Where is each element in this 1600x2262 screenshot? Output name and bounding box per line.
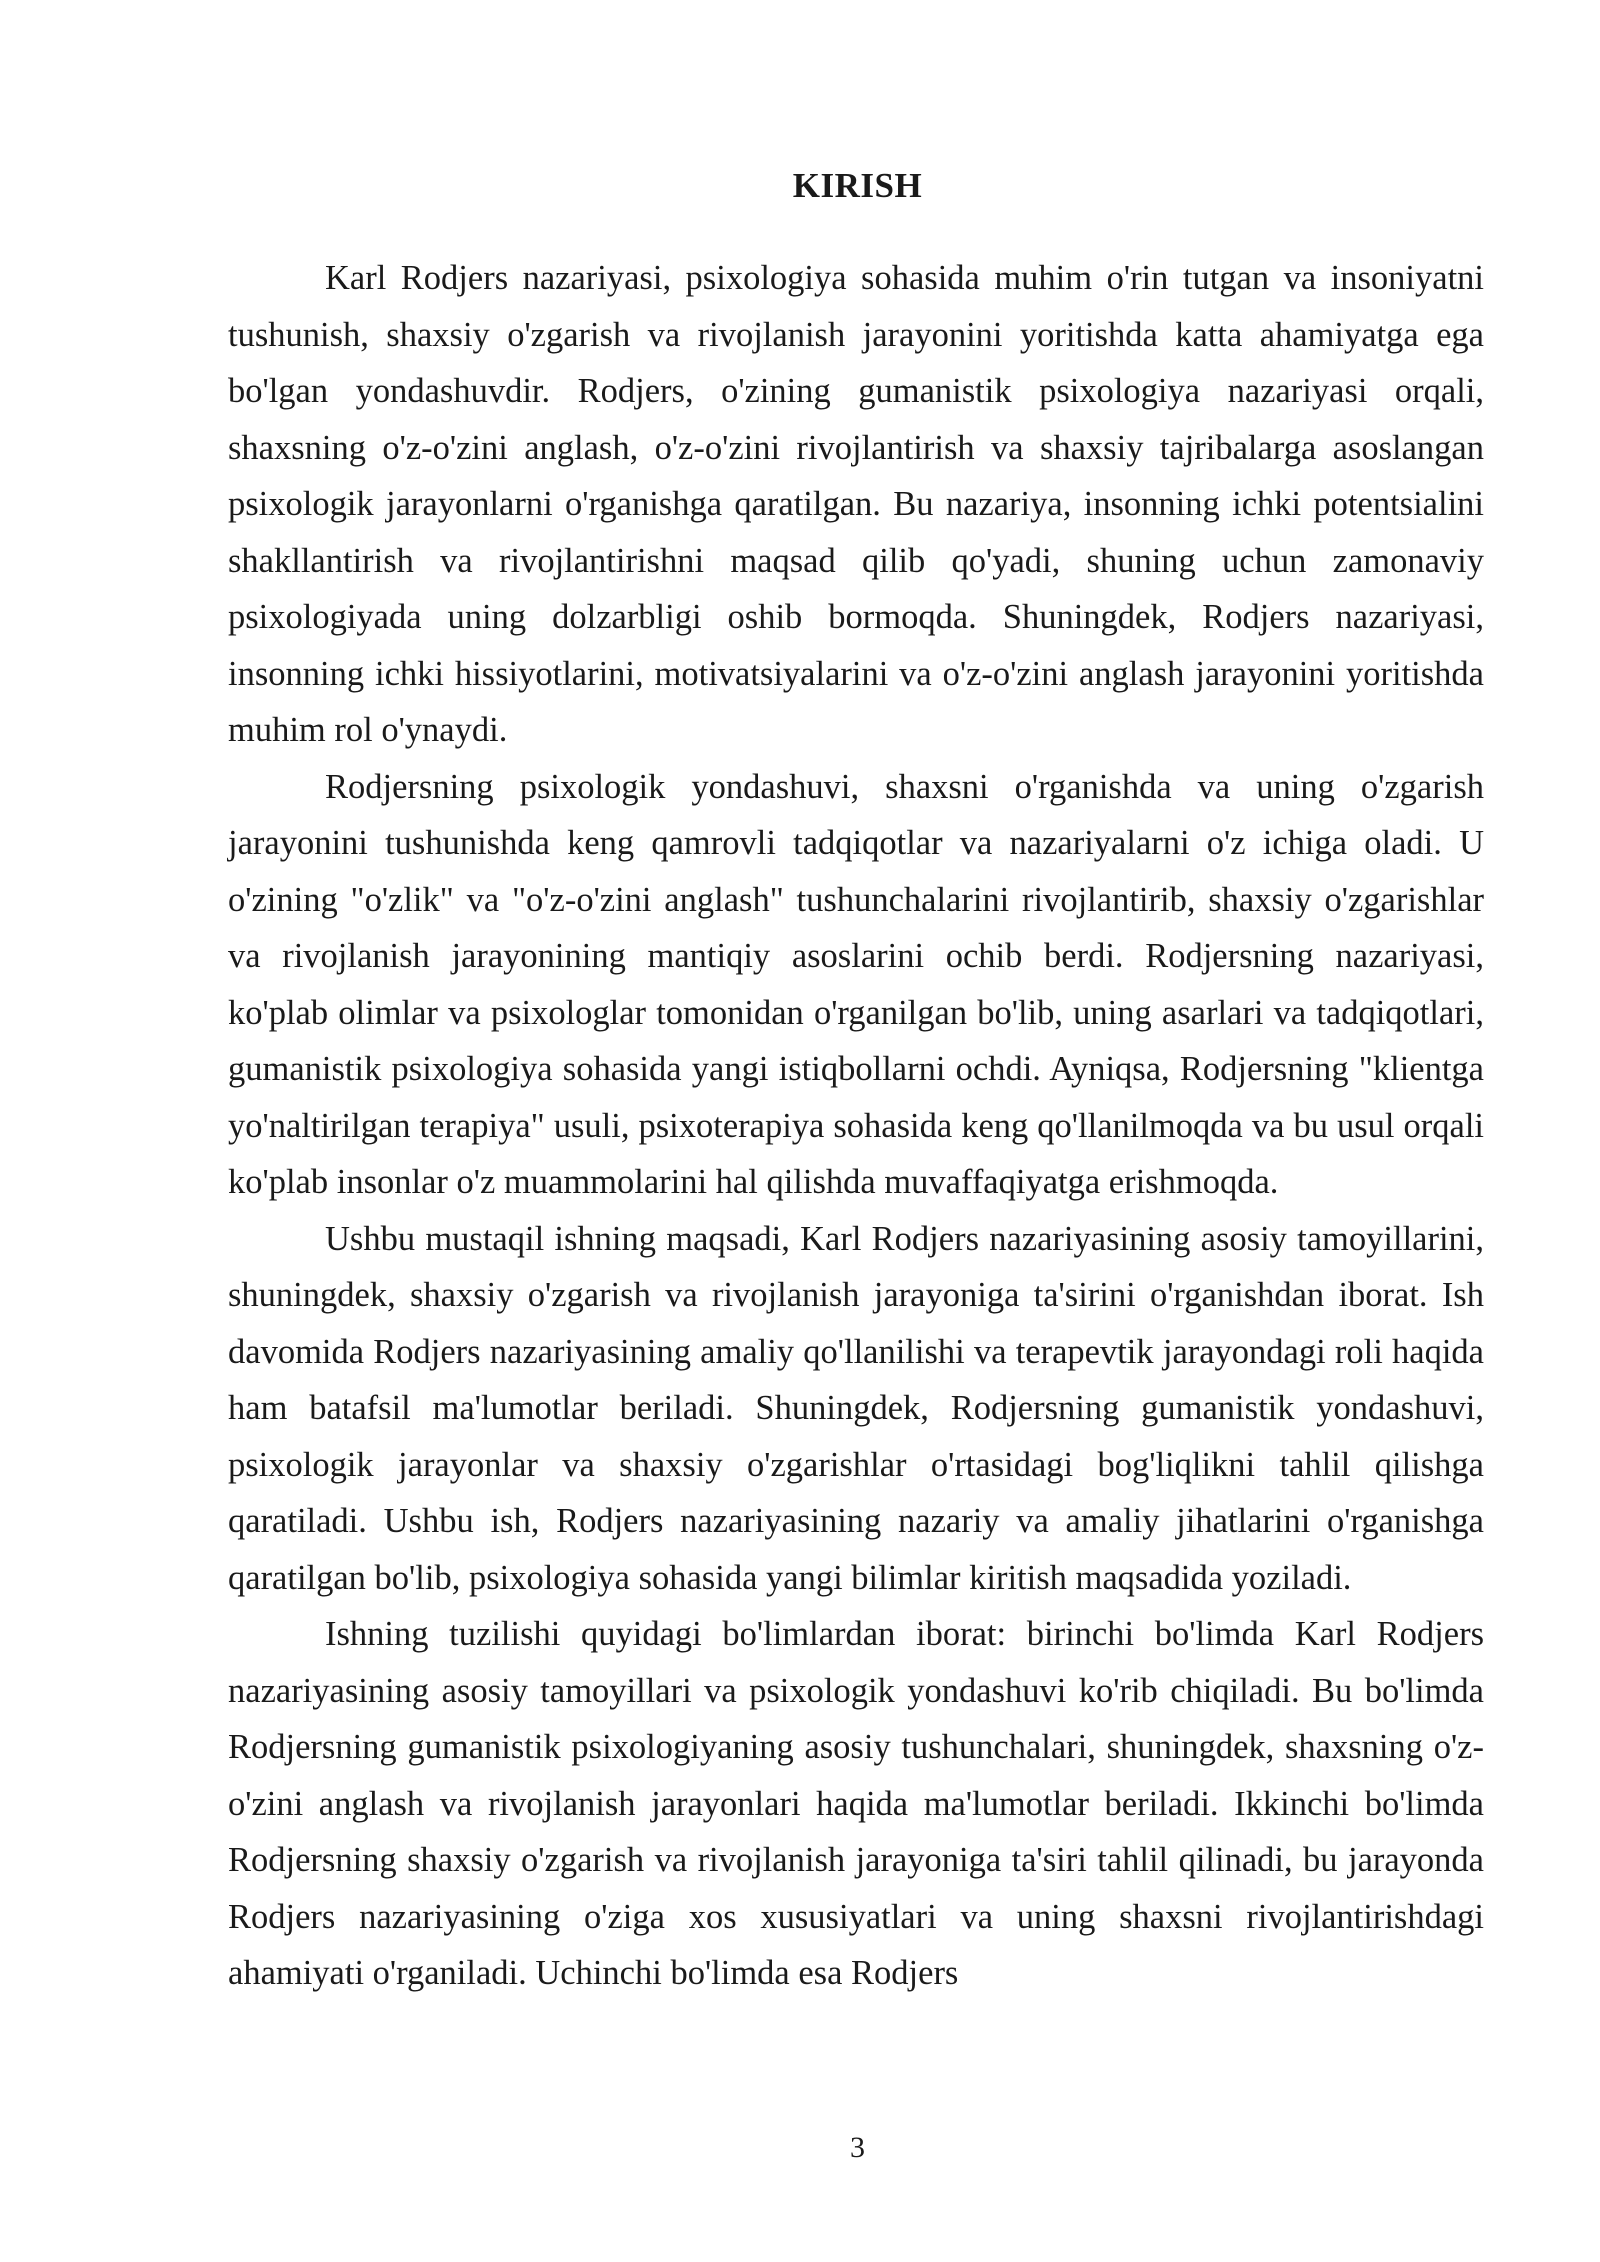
page-number: 3 [850,2131,865,2164]
paragraph: Ushbu mustaqil ishning maqsadi, Karl Rodjers nazariyasining asosiy tamoyillarini, shuningdek, shaxsiy o'zgarish va rivojlanish jarayoniga ta'sirini o'rganishdan iborat. Ish davomida Rodjers nazariyasining amaliy qo'llanilishi va terapevtik jarayondagi roli haqida ham batafsil ma'lumotlar beriladi. Shuningdek, Rodjersning gumanistik yondashuvi, psixologik jarayonlar va shaxsiy o'zgarishlar o'rtasidagi bog'liqlikni tahlil qilishga qaratiladi. Ushbu ish, Rodjers nazariyasining nazariy va amaliy jihatlarini o'rganishga qaratilgan bo'lib, psixologiya sohasida yangi bilimlar kiritish maqsadida yoziladi. [228,1219,1484,1597]
paragraph: Rodjersning psixologik yondashuvi, shaxsni o'rganishda va uning o'zgarish jarayonini tushunishda keng qamrovli tadqiqotlar va nazariyalarni o'z ichiga oladi. U o'zining "o'zlik" va "o'z-o'zini anglash" tushunchalarini rivojlantirib, shaxsiy o'zgarishlar va rivojlanish jarayonining mantiqiy asoslarini ochib berdi. Rodjersning nazariyasi, ko'plab olimlar va psixologlar tomonidan o'rganilgan bo'lib, uning asarlari va tadqiqotlari, gumanistik psixologiya sohasida yangi istiqbollarni ochdi. Ayniqsa, Rodjersning "klientga yo'naltirilgan terapiya" usuli, psixoterapiya sohasida keng qo'llanilmoqda va bu usul orqali ko'plab insonlar o'z muammolarini hal qilishda muvaffaqiyatga erishmoqda. [228,767,1484,1201]
body-text [228,250,1484,2002]
paragraph: Karl Rodjers nazariyasi, psixologiya sohasida muhim o'rin tutgan va insoniyatni tushunish, shaxsiy o'zgarish va rivojlanish jarayonini yoritishda katta ahamiyatga ega bo'lgan yondashuvdir. Rodjers, o'zining gumanistik psixologiya nazariyasi orqali, shaxsning o'z-o'zini anglash, o'z-o'zini rivojlantirish va shaxsiy tajribalarga asoslangan psixologik jarayonlarni o'rganishga qaratilgan. Bu nazariya, insonning ichki potentsialini shakllantirish va rivojlantirishni maqsad qilib qo'yadi, shuning uchun zamonaviy psixologiyada uning dolzarbligi oshib bormoqda. Shuningdek, Rodjers nazariyasi, insonning ichki hissiyotlarini, motivatsiyalarini va o'z-o'zini anglash jarayonini yoritishda muhim rol o'ynaydi. [228,259,1484,749]
section-title: KIRISH [792,166,923,205]
paragraph: Ishning tuzilishi quyidagi bo'limlardan iborat: birinchi bo'limda Karl Rodjers nazariyasining asosiy tamoyillari va psixologik yondashuvi ko'rib chiqiladi. Bu bo'limda Rodjersning gumanistik psixologiyaning asosiy tushunchalari, shuningdek, shaxsning o'z-o'zini anglash va rivojlanish jarayonlari haqida ma'lumotlar beriladi. Ikkinchi bo'limda Rodjersning shaxsiy o'zgarish va rivojlanish jarayoniga ta'siri tahlil qilinadi, bu jarayonda Rodjers nazariyasining o'ziga xos xususiyatlari va uning shaxsni rivojlantirishdagi ahamiyati o'rganiladi. Uchinchi bo'limda esa Rodjers [228,1615,1484,1992]
